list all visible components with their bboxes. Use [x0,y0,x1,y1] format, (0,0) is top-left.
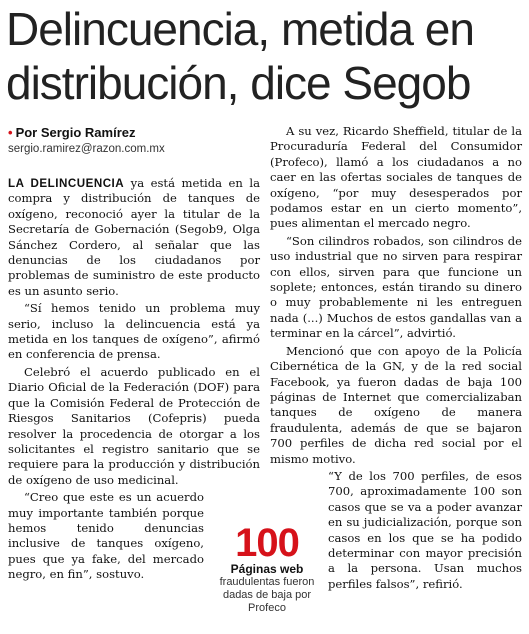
byline [8,124,260,158]
stat-description: fraudulentas fueron dadas de baja por Profeco [219,576,315,614]
stat-number: 100 [235,521,299,565]
paragraph: Mencionó que con apoyo de la Policía Cibernética de la GN, y de la red social Facebook, ya fueron dadas de baja 100 páginas de Internet que comercializaban tanques de oxígeno de manera fraudulenta, además de que se bajaron 700 perfiles de dicha red social por el mismo motivo. [270,343,522,466]
paragraph [8,176,260,299]
paragraph: “Creo que este es un acuerdo muy importante también porque hemos tenido denuncias inclusive de tanques oxígeno, pues que ya fake, del mercado negro, en fin”, sostuvo. [8,490,204,582]
bullet-icon: • [8,125,13,140]
paragraph: “Sí hemos tenido un problema muy serio, incluso la delincuencia está ya metida en los tanques de oxígeno”, afirmó en conferencia de prensa. [8,301,260,362]
byline-author-row [8,124,260,141]
stat-callout [208,522,326,615]
paragraph: A su vez, Ricardo Sheffield, titular de la Procuraduría Federal del Consumidor (Profeco), llamó a los ciudadanos a no caer en las ofertas sociales de tanques de oxígeno, “por muy desesperados por podamos estar en un cierto momento”, pues alimentan el mercado negro. [270,124,522,231]
author-email: sergio.ramirez@razon.com.mx [8,143,165,155]
lead-in: LA DELINCUENCIA [8,177,125,190]
paragraph: “Y de los 700 perfiles, de esos 700, aproximadamente 100 son casos que se va a poder avanzar en su judicialización, porque son casos en los que se ha podido determinar con mayor precisión a la persona. Usan muchos perfiles falsos”, refirió. [328,468,522,591]
paragraph: “Son cilindros robados, son cilindros de uso industrial que no sirven para respirar con ellos, sirven para que funcione un soplete; entonces, están tirando su dinero o muy probablemente ni les entreguen nada (...) Muchos de estos gandallas van a terminar en la cárcel”, advirtió. [270,233,522,341]
headline: Delincuencia, metida en distribución, dice Segob [6,3,474,109]
author-name: Por Sergio Ramírez [15,125,136,140]
paragraph: Celebró el acuerdo publicado en el Diario Oficial de la Federación (DOF) para que la Comisión Federal de Protección de Riesgos Sanitarios (Cofepris) pueda resolver la procedencia de otorgar a los solicitantes el registro sanitario que se requiere para la producción y distribución de oxígeno de uso medicinal. [8,364,260,487]
stat-label: Páginas web [230,562,304,576]
paragraph-text: ya está metida en la compra y distribución de tanques de oxígeno, reconoció ayer la titular de la Secretaría de Gobernación (Segob9, Olga Sánchez Cordero, al señalar que las denuncias de los ciudadanos por problemas de suministro de este producto es un asunto serio. [8,176,260,298]
